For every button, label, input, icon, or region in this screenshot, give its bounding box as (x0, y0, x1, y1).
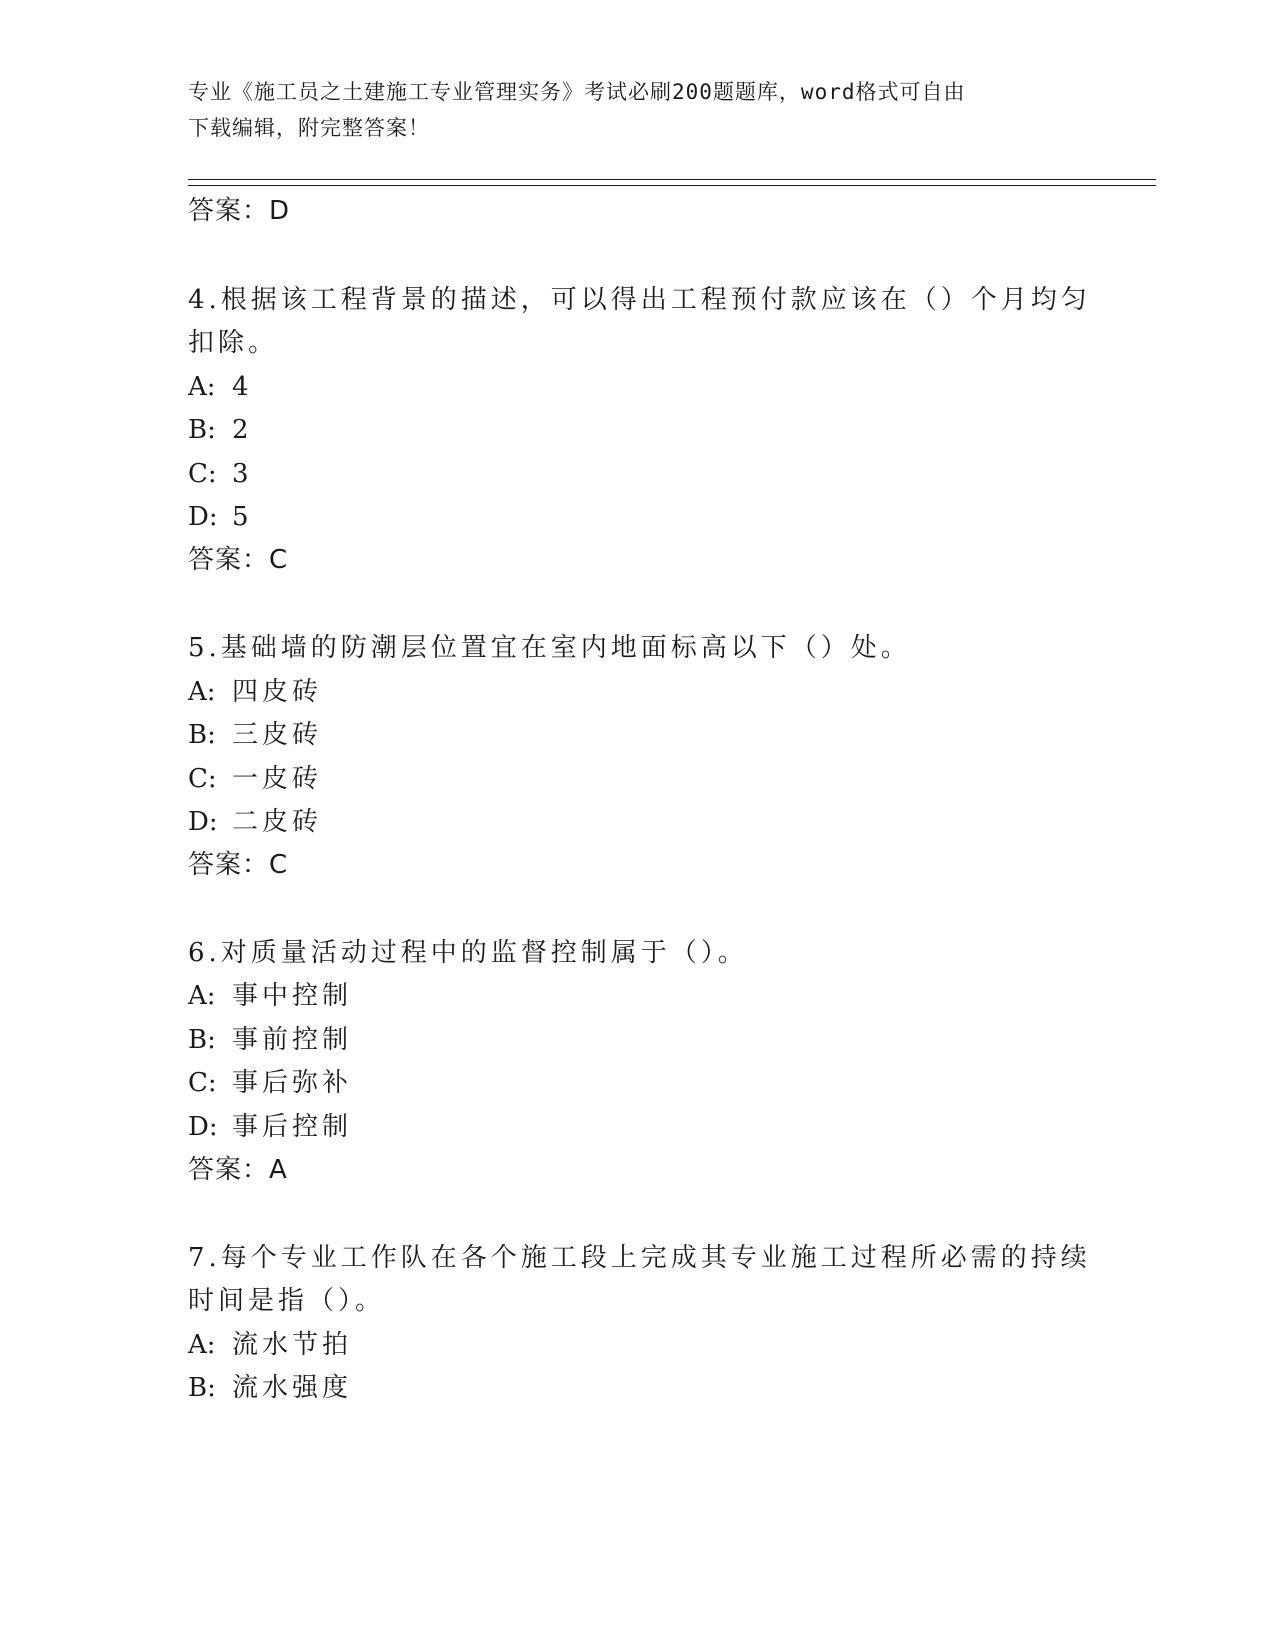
question-5-answer: 答案：C (188, 850, 289, 880)
option-text: 3 (232, 459, 253, 489)
option-label: D: (188, 502, 218, 532)
document-header (188, 74, 1068, 146)
option-label: C: (188, 1068, 217, 1098)
answer-line-q3: 答案：D (188, 196, 291, 226)
question-5-option-b (188, 718, 322, 752)
option-label: A: (188, 1330, 216, 1360)
question-6-option-d (188, 1110, 352, 1144)
header-divider-top (188, 179, 1156, 180)
option-label: B: (188, 1373, 216, 1403)
option-label: C: (188, 459, 217, 489)
header-title-line-2: 下载编辑，附完整答案！ (188, 116, 430, 140)
question-4-option-c (188, 457, 253, 491)
question-7-stem-line-2: 时间是指（）。 (188, 1286, 386, 1316)
option-text: 4 (232, 372, 253, 402)
question-7-option-a (188, 1328, 352, 1362)
question-5-stem-line-1: 5.基础墙的防潮层位置宜在室内地面标高以下（）处。 (188, 633, 911, 663)
option-text: 事后控制 (232, 1112, 353, 1142)
option-text: 三皮砖 (232, 720, 323, 750)
option-text: 事中控制 (232, 981, 353, 1011)
option-text: 事后弥补 (232, 1068, 353, 1098)
option-text: 2 (232, 415, 253, 445)
question-4-answer: 答案：C (188, 545, 289, 575)
question-6-option-b (188, 1023, 352, 1057)
question-6-option-a (188, 979, 352, 1013)
option-label: D: (188, 807, 218, 837)
question-6-stem-line-1: 6.对质量活动过程中的监督控制属于（）。 (188, 938, 748, 968)
question-4-stem-line-1: 4.根据该工程背景的描述，可以得出工程预付款应该在（）个月均匀 (188, 285, 1091, 315)
question-4-stem-line-2: 扣除。 (188, 328, 279, 358)
header-divider-bottom (188, 185, 1156, 186)
option-text: 流水强度 (232, 1373, 353, 1403)
option-text: 事前控制 (232, 1025, 353, 1055)
option-label: B: (188, 1025, 216, 1055)
question-7-stem-line-1: 7.每个专业工作队在各个施工段上完成其专业施工过程所必需的持续 (188, 1243, 1091, 1273)
question-7-option-b (188, 1371, 352, 1405)
option-label: C: (188, 764, 217, 794)
option-label: D: (188, 1112, 218, 1142)
option-label: A: (188, 372, 216, 402)
question-6-answer: 答案：A (188, 1155, 288, 1185)
option-text: 5 (232, 502, 253, 532)
option-text: 一皮砖 (232, 764, 323, 794)
option-text: 流水节拍 (232, 1330, 353, 1360)
header-title-line-1: 专业《施工员之土建施工专业管理实务》考试必刷200题题库，word格式可自由 (188, 80, 966, 104)
option-label: B: (188, 720, 216, 750)
option-label: B: (188, 415, 216, 445)
question-5-option-c (188, 762, 322, 796)
option-label: A: (188, 981, 216, 1011)
option-text: 二皮砖 (232, 807, 323, 837)
question-5-option-d (188, 805, 322, 839)
question-5-option-a (188, 675, 322, 709)
question-4-option-a (188, 370, 253, 404)
option-text: 四皮砖 (232, 677, 323, 707)
question-4-option-b (188, 413, 253, 447)
question-4-option-d (188, 500, 253, 534)
option-label: A: (188, 677, 216, 707)
question-6-option-c (188, 1066, 352, 1100)
